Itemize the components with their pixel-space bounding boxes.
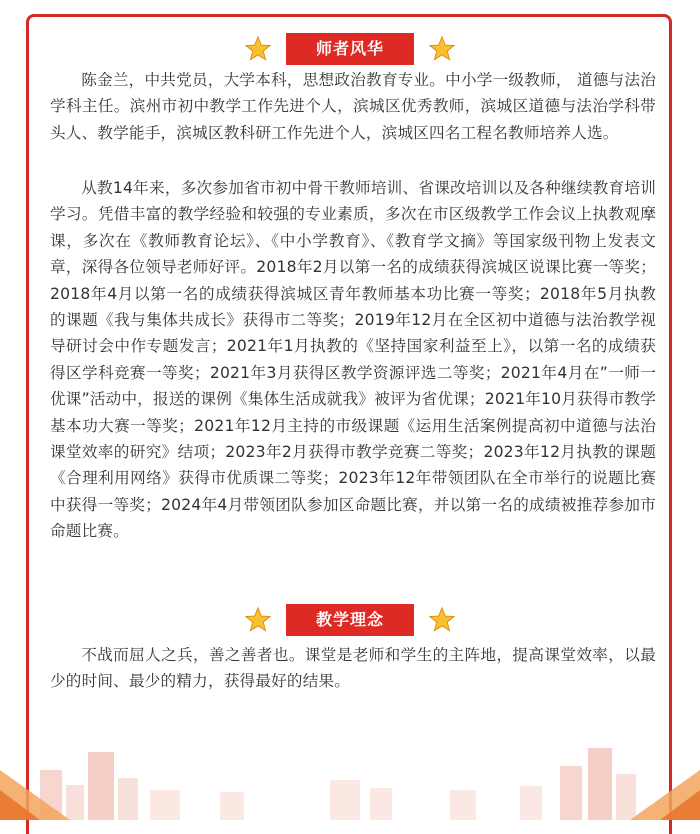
star-icon (244, 606, 272, 634)
philosophy-paragraph: 不战而屈人之兵，善之善者也。课堂是老师和学生的主阵地，提高课堂效率，以最少的时间、最少的精力，获得最好的结果。 (50, 646, 656, 691)
star-icon (428, 35, 456, 63)
star-icon (428, 606, 456, 634)
bio-paragraph: 陈金兰，中共党员，大学本科，思想政治教育专业。中小学一级教师， 道德与法治学科主任。滨州市初中教学工作先进个人，滨城区优秀教师，滨城区道德与法治学科带头人、教学能手，滨城区教科研工作先进个人，滨城区四名工程名教师培养人选。 (50, 71, 656, 142)
section-header-teaching-philosophy (0, 603, 700, 637)
section-title-badge: 师者风华 (286, 33, 414, 65)
achievements-paragraph: 从教14年来，多次参加省市初中骨干教师培训、省课改培训以及各种继续教育培训学习。凭借丰富的教学经验和较强的专业素质，多次在市区级教学工作会议上执教观摩课，多次在《教师教育论坛》、《中小学教育》、《教育学文摘》等国家级刊物上发表文章，深得各位领导老师好评。2018年2月以第一名的成绩获得滨城区说课比赛一等奖；2018年4月以第一名的成绩获得滨城区青年教师基本功比赛一等奖；2018年5月执教的课题《我与集体共成长》获得市二等奖；2019年12月在全区初中道德与法治教学视导研讨会中作专题发言；2021年1月执教的《坚持国家利益至上》，以第一名的成绩获得区学科竞赛一等奖；2021年3月获得区教学资源评选二等奖；2021年4月在”一师一优课”活动中，报送的课例《集体生活成就我》被评为省优课；2021年10月获得市教学基本功大赛一等奖；2021年12月主持的市级课题《运用生活案例提高初中道德与法治课堂效率的研究》结项；2023年2月获得市教学竞赛二等奖；2023年12月执教的课题《合理利用网络》获得市优质课二等奖；2023年12年带领团队在全市举行的说题比赛中获得一等奖；2024年4月带领团队参加区命题比赛，并以第一名的成绩被推荐参加市命题比赛。 (50, 179, 656, 541)
star-icon (244, 35, 272, 63)
section-title-badge: 教学理念 (286, 604, 414, 636)
city-skyline-decoration (0, 730, 700, 820)
section-header-teacher-style (0, 32, 700, 66)
